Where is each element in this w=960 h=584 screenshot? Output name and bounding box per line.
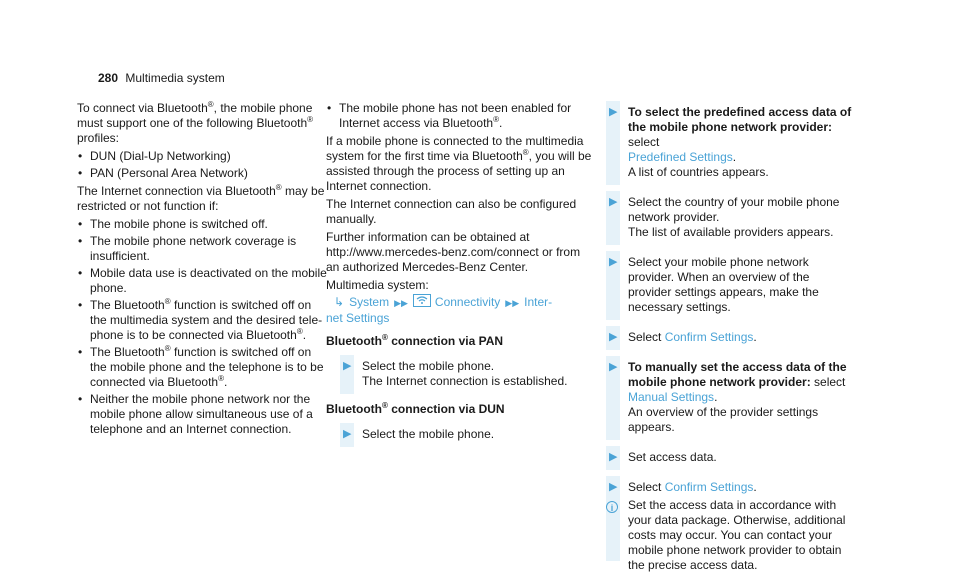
menu-internet-settings[interactable]: Inter-: [524, 295, 553, 309]
dun-heading: Bluetooth® connection via DUN: [326, 401, 505, 416]
double-arrow-icon: ▶▶: [505, 298, 520, 308]
manual-settings-link[interactable]: Manual Settings: [628, 390, 715, 404]
page-header: [98, 71, 225, 85]
list-item: • The mobile phone is switched off.: [77, 217, 327, 232]
confirm-settings-link[interactable]: Confirm Settings: [664, 480, 754, 494]
info-icon: i: [606, 501, 618, 513]
menu-system[interactable]: System: [349, 295, 390, 309]
step-arrow-icon: ▶: [343, 360, 352, 372]
step-arrow-icon: ▶: [609, 106, 618, 118]
further-info-paragraph: Further information can be obtained at http://www.mercedes-benz.com/connect or from an authorized Mercedes-Benz Center.: [326, 230, 581, 274]
step-predefined: ▶ To select the predefined access data of the mobile phone network provider: select Predefined Settings. A list of countries appears.: [592, 101, 854, 185]
multimedia-label: Multimedia system:: [326, 278, 429, 292]
step-arrow-icon: ▶: [609, 331, 618, 343]
return-arrow-icon: ↳: [334, 295, 345, 309]
step-confirm-1: ▶ Select Confirm Settings.: [592, 326, 854, 350]
menu-internet-settings-cont[interactable]: net Settings: [326, 311, 390, 325]
step-arrow-icon: ▶: [609, 196, 618, 208]
list-item: • Mobile data use is deactivated on the mobile phone.: [77, 266, 327, 296]
menu-connectivity[interactable]: Connectivity: [434, 295, 501, 309]
step-arrow-icon: ▶: [609, 481, 618, 493]
section-title: Multimedia system: [125, 71, 225, 85]
pan-heading: Bluetooth® connection via PAN: [326, 333, 504, 348]
condition-list: [77, 217, 327, 437]
double-arrow-icon: ▶▶: [394, 298, 408, 308]
wifi-icon: [413, 294, 431, 307]
intro-paragraph: To connect via Bluetooth®, the mobile phone must support one of the following Bluetooth® profiles:: [77, 100, 314, 145]
confirm-settings-link[interactable]: Confirm Settings: [664, 330, 754, 344]
step-arrow-icon: ▶: [343, 428, 352, 440]
manual-paragraph: The Internet connection can also be configured manually.: [326, 197, 577, 226]
step-confirm-2: ▶ Select Confirm Settings.: [592, 476, 854, 497]
step-country: ▶ Select the country of your mobile phone network provider. The list of available providers appears.: [592, 191, 854, 245]
list-item: • DUN (Dial-Up Networking): [77, 149, 327, 164]
dun-step: ▶ Select the mobile phone.: [326, 423, 596, 447]
note: i Set the access data in accordance with your data package. Otherwise, additional costs may occur. You can contact your mobile phone network provider to obtain the precise access data.: [592, 497, 854, 578]
step-arrow-icon: ▶: [609, 451, 618, 463]
step-arrow-icon: ▶: [609, 256, 618, 268]
step-arrow-icon: ▶: [609, 361, 618, 373]
list-item: • PAN (Personal Area Network): [77, 166, 327, 181]
column-3: [592, 101, 854, 584]
predefined-settings-link[interactable]: Predefined Settings: [628, 150, 733, 164]
column-2: [326, 101, 596, 453]
list-item: • The Bluetooth® function is switched off on the multimedia system and the desired telephone is to be connected via Bluetooth®.: [77, 298, 327, 343]
list-item: • Neither the mobile phone network nor the mobile phone allow simultaneous use of a telephone and an Internet connection.: [77, 392, 327, 437]
profile-list: [77, 149, 327, 181]
list-item: • The mobile phone network coverage is insufficient.: [77, 234, 327, 264]
condition-list-cont: [326, 101, 596, 131]
step-manual: ▶ To manually set the access data of the mobile phone network provider: select Manual Settings. An overview of the provider settings appears.: [592, 356, 854, 440]
step-provider: ▶ Select your mobile phone network provider. When an overview of the provider settings appears, make the necessary settings.: [592, 251, 854, 320]
first-connection-paragraph: If a mobile phone is connected to the multimedia system for the first time via Bluetooth®, you will be assisted through the process of setting up an Internet connection.: [326, 134, 592, 193]
list-item: • The Bluetooth® function is switched off on the mobile phone and the telephone is to be connected via Bluetooth®.: [77, 345, 327, 390]
restriction-paragraph: The Internet connection via Bluetooth® may be restricted or not function if:: [77, 183, 325, 213]
menu-path: [326, 294, 596, 311]
step-set-access: ▶ Set access data.: [592, 446, 854, 470]
pan-step: ▶ Select the mobile phone. The Internet connection is established.: [326, 355, 596, 394]
column-1: [77, 101, 327, 440]
page-number: 280: [98, 71, 119, 85]
list-item: • The mobile phone has not been enabled for Internet access via Bluetooth®.: [326, 101, 596, 131]
